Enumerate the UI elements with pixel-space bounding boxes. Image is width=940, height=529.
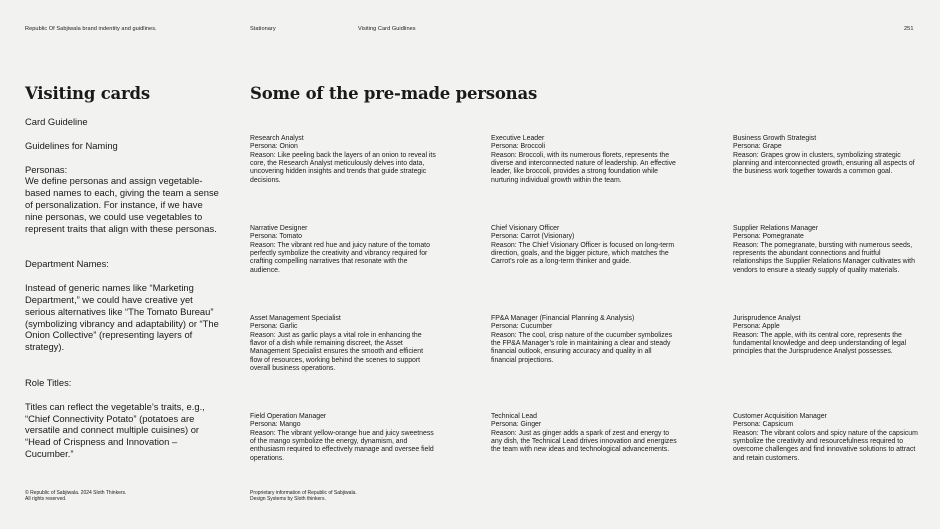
persona-role: Technical Lead xyxy=(491,413,537,420)
persona-reason: Reason: Just as garlic plays a vital role in enhancing the flavor of a dish while remaining discreet, the Asset Management Specialist ensures the smooth and efficient flow of resources, working behind the scenes to support overall business operations. xyxy=(250,331,424,373)
persona-role: Customer Acquisition Manager xyxy=(733,413,827,420)
page-number: 251 xyxy=(904,26,914,32)
persona-reason: Reason: The vibrant red hue and juicy nature of the tomato perfectly symbolize the creativity and vibrancy required for crafting compelling narratives that resonate with the audience. xyxy=(250,241,430,274)
persona-reason: Reason: Like peeling back the layers of an onion to reveal its core, the Research Analyst meticulously delves into data, uncovering hidden insights and trends that guide strategic decisions. xyxy=(250,151,436,184)
left-column xyxy=(25,116,220,460)
header-subsection: Visiting Card Guidlines xyxy=(358,26,416,32)
persona-role: Business Growth Strategist xyxy=(733,135,817,142)
persona-role: FP&A Manager (Financial Planning & Analysis) xyxy=(491,315,635,322)
role-titles-heading: Role Titles: xyxy=(25,376,72,388)
persona-card xyxy=(733,135,919,177)
persona-name: Persona: Apple xyxy=(733,323,780,331)
persona-role: Executive Leader xyxy=(491,135,545,142)
persona-name: Persona: Grape xyxy=(733,143,782,151)
persona-reason: Reason: The Chief Visionary Officer is focused on long-term direction, goals, and the bigger picture, which matches the Carrot’s role as a long-term thinker and guide. xyxy=(491,241,675,266)
persona-reason: Reason: Just as ginger adds a spark of zest and energy to any dish, the Technical Lead drives innovation and energizes the team with new ideas and technological advancements. xyxy=(491,429,677,454)
persona-card xyxy=(250,413,436,463)
persona-name: Persona: Carrot (Visionary) xyxy=(491,233,575,241)
persona-card xyxy=(491,413,677,455)
header-brand: Republic Of Sabjiwala brand indentity and guidlines. xyxy=(25,26,157,32)
header-section: Stationary xyxy=(250,26,276,32)
persona-name: Persona: Ginger xyxy=(491,421,542,429)
persona-reason: Reason: The pomegranate, bursting with numerous seeds, represents the abundant connections and fruitful relationships the Supplier Relations Manager cultivates with vendors to ensure a steady supply of quality materials. xyxy=(733,241,915,274)
page-title: Visiting cards xyxy=(25,84,150,103)
persona-card xyxy=(491,135,677,185)
persona-card xyxy=(250,135,436,185)
section-title: Some of the pre-made personas xyxy=(250,84,538,103)
department-names-paragraph: Instead of generic names like “Marketing Department,” we could have creative yet serious alternatives like “The Tomato Bureau” (symbolizing vibrancy and adaptability) or “The Onion Collective” (representing layers of strategy). xyxy=(25,282,219,353)
persona-role: Jurisprudence Analyst xyxy=(733,315,801,322)
persona-reason: Reason: The vibrant yellow-orange hue and juicy sweetness of the mango symbolize the energy, dynamism, and enthusiasm required to effectively manage and oversee field operations. xyxy=(250,429,434,462)
persona-name: Persona: Garlic xyxy=(250,323,298,331)
persona-card xyxy=(733,225,919,275)
footer-proprietary: Proprietary information of Republic of Sabjiwala. Design Systems by Sloth thinkers. xyxy=(250,490,357,503)
persona-role: Asset Management Specialist xyxy=(250,315,341,322)
persona-reason: Reason: Grapes grow in clusters, symbolizing strategic planning and interconnected growth, ensuring all aspects of the business work together towards a common goal. xyxy=(733,151,915,176)
department-names-heading: Department Names: xyxy=(25,258,109,270)
persona-reason: Reason: The apple, with its central core, represents the fundamental knowledge and deep understanding of legal principles that the Jurisprudence Analyst possesses. xyxy=(733,331,907,356)
persona-name: Persona: Broccoli xyxy=(491,143,546,151)
persona-card xyxy=(733,315,919,357)
persona-name: Persona: Pomegranate xyxy=(733,233,804,241)
persona-name: Persona: Tomato xyxy=(250,233,302,241)
persona-card xyxy=(250,225,436,275)
persona-name: Persona: Cucumber xyxy=(491,323,553,331)
footer-copyright: © Republic of Sabjiwala. 2024 Sloth Thinkers. All rights reserved. xyxy=(25,490,127,503)
persona-role: Chief Visionary Officer xyxy=(491,225,560,232)
persona-card xyxy=(491,315,677,365)
personas-paragraph: Personas: We define personas and assign vegetable-based names to each, giving the team a sense of personalization. For instance, if we have nine personas, we could use vegetables to represent traits that align with these personas. xyxy=(25,163,219,234)
persona-role: Narrative Designer xyxy=(250,225,308,232)
persona-name: Persona: Mango xyxy=(250,421,301,429)
persona-name: Persona: Onion xyxy=(250,143,298,151)
card-guideline-text: Card Guideline xyxy=(25,116,88,127)
persona-reason: Reason: Broccoli, with its numerous florets, represents the diverse and interconnected nature of leadership. An effective leader, like broccoli, provides a strong foundation while nurturing individual growth within the team. xyxy=(491,151,676,184)
persona-name: Persona: Capsicum xyxy=(733,421,794,429)
naming-guidelines-text: Guidelines for Naming xyxy=(25,139,118,151)
persona-card xyxy=(491,225,677,267)
role-titles-paragraph: Titles can reflect the vegetable’s traits, e.g., “Chief Connectivity Potato” (potatoes are versatile and connect multiple cuisines) or “Head of Crispness and Innovation – Cucumber.” xyxy=(25,400,205,459)
persona-card xyxy=(250,315,436,373)
persona-card xyxy=(733,413,919,463)
persona-reason: Reason: The cool, crisp nature of the cucumber symbolizes the FP&A Manager’s role in maintaining a clear and steady financial outlook, ensuring accuracy and quality in all financial projections. xyxy=(491,331,673,364)
persona-role: Supplier Relations Manager xyxy=(733,225,819,232)
persona-reason: Reason: The vibrant colors and spicy nature of the capsicum symbolize the creativity and resourcefulness required to overcome challenges and find innovative solutions to attract and retain customers. xyxy=(733,429,918,462)
persona-role: Field Operation Manager xyxy=(250,413,327,420)
persona-role: Research Analyst xyxy=(250,135,304,142)
